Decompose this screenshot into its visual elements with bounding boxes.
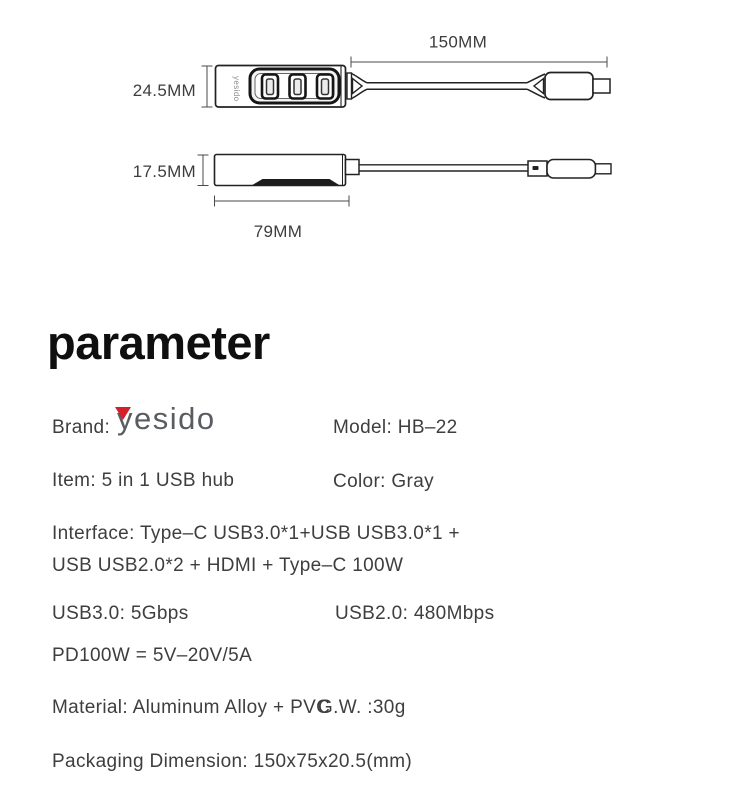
width-dimension-line [215,196,350,207]
top-view-drawing [133,33,610,108]
usb-port-2 [290,75,306,99]
usb2-speed: USB2.0: 480Mbps [335,603,495,624]
connector-relief-dot [533,166,539,170]
usb3-speed: USB3.0: 5Gbps [52,603,189,624]
brand-logo-text: yesido [117,401,216,436]
page-title: parameter [47,316,270,369]
model-value: Model: HB–22 [333,417,458,438]
power-delivery: PD100W = 5V–20V/5A [52,645,253,666]
strain-relief-cone-right [534,79,544,94]
gross-weight: G.W. :30g [318,697,406,718]
hdmi-slot-notch [252,179,340,185]
cable-top-view [347,73,545,99]
side-width-label: 79MM [253,222,303,241]
color-value: Color: Gray [333,471,434,492]
usb-port-1 [262,75,278,99]
cable-side-view [346,160,529,175]
item-value: Item: 5 in 1 USB hub [52,470,235,491]
side-height-label: 17.5MM [132,162,196,181]
dimension-diagram [0,0,750,270]
cable-stub [346,160,360,175]
usb-c-plug-tip-side [596,164,612,174]
usb-c-connector-side [528,160,611,179]
material-value: Material: Aluminum Alloy + PVC [52,697,331,718]
usb-c-plug-tip [593,79,610,93]
side-height-dimension-line [198,155,209,186]
usb-port-3 [317,75,333,99]
usb-port-cluster [250,69,339,103]
brand-label: Brand: [52,417,111,438]
strain-relief-cone-left [353,79,363,94]
interface-line-1: Interface: Type–C USB3.0*1+USB USB3.0*1 + [52,523,460,544]
interface-line-2: USB USB2.0*2 + HDMI + Type–C 100W [52,555,404,576]
height-dimension-line [202,66,213,107]
brand-logo-triangle-icon [115,407,131,420]
side-view-drawing [133,155,611,242]
brand-logo [117,403,216,437]
cable-length-dimension-line [351,57,607,68]
usb-c-connector-top [545,73,610,100]
hub-collar [347,73,352,99]
packaging-dimension: Packaging Dimension: 150x75x20.5(mm) [52,751,413,772]
hub-logo-text: yesido [232,76,241,102]
cable-length-label: 150MM [428,32,488,52]
top-height-label: 24.5MM [132,81,196,100]
